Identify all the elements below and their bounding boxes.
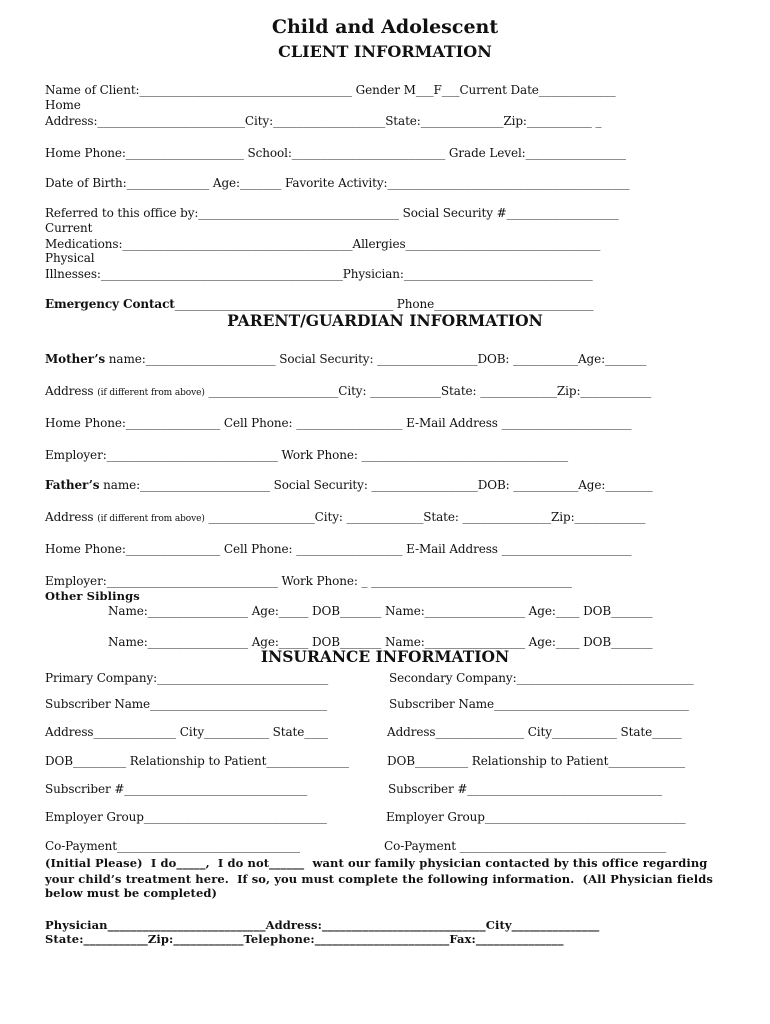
client-phone-line[interactable]: Home Phone:____________________ School:__________________________ Grade Level:_________________ [45,146,626,160]
physician-line-2[interactable]: State:___________Zip:____________Telephone:_______________________Fax:_______________ [45,932,564,946]
client-name-line[interactable]: Name of Client:____________________________________ Gender M___F___Current Date_____________ [45,83,616,97]
medications-line[interactable]: Medications:_______________________________________Allergies_________________________________ [45,237,601,251]
mother-phone-line[interactable]: Home Phone:________________ Cell Phone: __________________ E-Mail Address ______________________ [45,416,632,430]
father-address-fields[interactable]: __________________City: _____________State: _______________Zip:____________ [204,510,646,524]
illnesses-line[interactable]: Illnesses:_________________________________________Physician:________________________________ [45,267,593,281]
parent-info-heading: PARENT/GUARDIAN INFORMATION [227,311,543,330]
father-name-fields[interactable]: name:______________________ Social Security: __________________DOB: ___________Age:________ [99,478,653,492]
father-label: Father’s [45,478,100,492]
emergency-phone-field[interactable]: Phone___________________________ [396,297,594,311]
form-title: Child and Adolescent [271,16,499,38]
consent-line-1[interactable]: (Initial Please) I do_____, I do not______ want our family physician contacted by this office regarding [45,856,708,870]
current-label: Current [45,221,93,235]
primary-address-field[interactable]: Address______________ City___________ State____ [45,725,328,739]
secondary-employer-group-field[interactable]: Employer Group__________________________________ [386,810,686,824]
consent-line-3: below must be completed) [45,886,218,900]
insurance-info-heading: INSURANCE INFORMATION [260,647,510,666]
father-employer-line[interactable]: Employer:_____________________________ Work Phone: _ __________________________________ [45,574,572,588]
secondary-address-field[interactable]: Address_______________ City___________ State_____ [387,725,682,739]
mother-address-note: (if different from above) [97,388,205,398]
emergency-contact-field[interactable]: _____________________________________ [174,297,394,311]
primary-company-field[interactable]: Primary Company:_____________________________ [45,671,329,685]
mother-address-fields[interactable]: ______________________City: ____________State: _____________Zip:____________ [204,384,652,398]
primary-copayment-field[interactable]: Co-Payment_______________________________ [45,839,300,853]
consent-line-2: your child’s treatment here. If so, you must complete the following information. (All Physician fields [45,872,713,886]
secondary-subscriber-name-field[interactable]: Subscriber Name_________________________________ [389,697,689,711]
home-label: Home [45,98,81,112]
primary-subscriber-number-field[interactable]: Subscriber #_______________________________ [45,782,308,796]
sibling-row-2[interactable]: Name:_________________ Age:_____ DOB_______ Name:_________________ Age:____ DOB_______ [108,635,653,649]
father-name-line[interactable] [45,478,653,492]
secondary-company-field[interactable]: Secondary Company:______________________________ [389,671,694,685]
mother-address-label: Address [45,384,98,398]
father-phone-line[interactable]: Home Phone:________________ Cell Phone: __________________ E-Mail Address ______________________ [45,542,632,556]
primary-dob-field[interactable]: DOB_________ Relationship to Patient______________ [45,754,349,768]
father-address-line[interactable] [45,510,645,526]
mother-label: Mother’s [45,352,106,366]
physician-line-1[interactable]: Physician___________________________Address:____________________________City_______________ [45,918,600,932]
secondary-copayment-field[interactable]: Co-Payment ___________________________________ [384,839,667,853]
emergency-contact-label: Emergency Contact [45,297,175,311]
mother-address-line[interactable] [45,384,651,400]
mother-name-line[interactable] [45,352,646,366]
referred-line[interactable]: Referred to this office by:__________________________________ Social Security #___________________ [45,206,619,220]
primary-employer-group-field[interactable]: Employer Group_______________________________ [45,810,327,824]
father-address-note: (if different from above) [97,514,205,524]
other-siblings-label: Other Siblings [45,589,140,603]
primary-subscriber-name-field[interactable]: Subscriber Name______________________________ [45,697,328,711]
secondary-dob-field[interactable]: DOB_________ Relationship to Patient_____________ [387,754,686,768]
secondary-subscriber-number-field[interactable]: Subscriber #_________________________________ [388,782,662,796]
mother-name-fields[interactable]: name:______________________ Social Security: _________________DOB: ___________Age:_______ [105,352,647,366]
father-address-label: Address [45,510,98,524]
physical-label: Physical [45,251,95,265]
emergency-contact-line[interactable] [45,297,593,311]
client-info-heading: CLIENT INFORMATION [278,42,492,61]
client-dob-line[interactable]: Date of Birth:______________ Age:_______ Favorite Activity:_________________________________________ [45,176,630,190]
mother-employer-line[interactable]: Employer:_____________________________ Work Phone: ___________________________________ [45,448,569,462]
client-address-line[interactable]: Address:_________________________City:___________________State:______________Zip:___________ _ [45,114,602,128]
sibling-row-1[interactable]: Name:_________________ Age:_____ DOB_______ Name:_________________ Age:____ DOB_______ [108,604,653,618]
